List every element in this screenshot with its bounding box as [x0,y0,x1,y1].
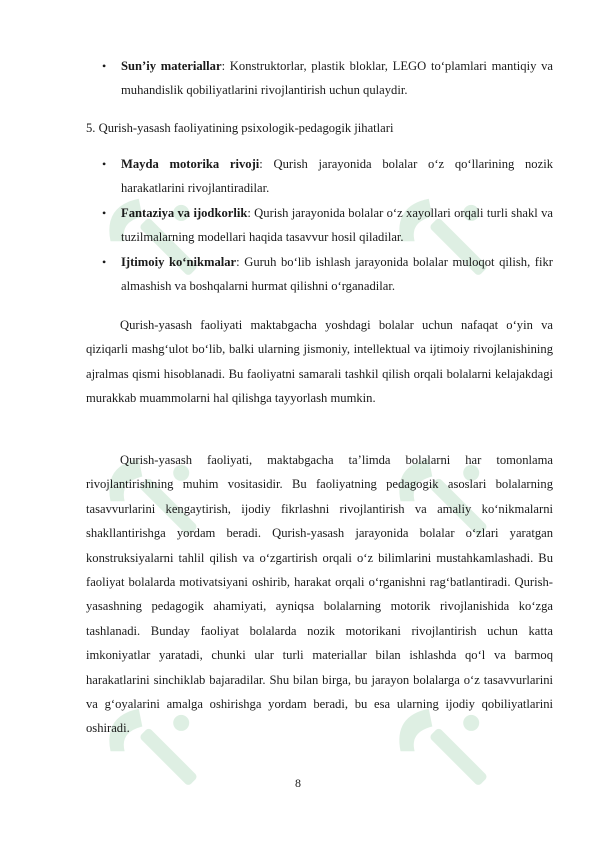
list-item-term: Ijtimoiy ko‘nikmalar [121,254,237,269]
aspects-list [0,152,596,298]
bullet-icon: • [102,59,107,73]
body-paragraph: Qurish-yasash faoliyati, maktabgacha ta’limda bolalarni har tomonlama rivojlantirishning muhim vositasidir. Bu faoliyatning pedagogik asoslari bolalarning tasavvurlarini kengaytirish, ijodiy fikrlashni rivojlantirish va amaliy ko‘nikmalarni shakllantirishga yordam beradi. Qurish-yasash jarayonida bolalar o‘zlari yaratgan konstruksiyalarni tahlil qilish va o‘zgartirish orqali o‘z bilimlarini mustahkamlashadi. Bu faoliyat bolalarda motivatsiyani oshirib, harakat orqali o‘rganishni rag‘batlantiradi. Qurish-yasashning pedagogik ahamiyati, ayniqsa bolalarning motorik rivojlanishida ko‘zga tashlanadi. Bunday faoliyat bolalarda nozik motorikani rivojlantirish uchun katta imkoniyatlar yaratadi, chunki ular turli materiallar bilan ishlashda qo‘l va barmoq harakatlarini sinchiklab bajaradilar. Shu bilan birga, bu jarayon bolalarga o‘z tasavvurlarini va g‘oyalarini amalga oshirishga yordam beradi, bu esa ularning ijodiy qobiliyatlarini oshiradi. [86,453,553,736]
section-heading: 5. Qurish-yasash faoliyatining psixologik-pedagogik jihatlari [86,121,394,135]
list-item-text: : Qurish jarayonida bolalar o‘z qo‘llarining nozik harakatlarini rivojlantiradilar. [121,157,553,196]
page-number: 8 [295,776,301,790]
materials-list [0,54,596,103]
list-item-text: : Qurish jarayonida bolalar o‘z xayollari orqali turli shakl va tuzilmalarning modellari haqida tasavvur hosil qiladilar. [121,205,553,245]
body-paragraph: Qurish-yasash faoliyati maktabgacha yoshdagi bolalar uchun nafaqat o‘yin va qiziqarli mashg‘ulot bo‘lib, balki ularning jismoniy, intellektual va ijtimoiy rivojlanishining ajralmas qismi hisoblanadi. Bu faoliyatni samarali tashkil qilish orqali bolalarni kelajakdagi murakkab muammolarni hal qilishga tayyorlash mumkin. [86,318,553,406]
bullet-icon: • [102,205,107,220]
list-item-term: Mayda motorika rivoji [121,157,260,171]
list-item [0,152,596,201]
list-item [0,54,596,103]
bullet-icon: • [102,157,107,171]
list-item-term: Sun’iy materiallar [121,59,222,73]
list-item [0,201,596,250]
bullet-icon: • [102,254,107,269]
list-item-text: : Konstruktorlar, plastik bloklar, LEGO to‘plamlari mantiqiy va muhandislik qobiliyatlarini rivojlantirish uchun qulaydir. [121,59,553,98]
list-item-term: Fantaziya va ijodkorlik [121,205,248,220]
list-item-text: : Guruh bo‘lib ishlash jarayonida bolalar muloqot qilish, fikr almashish va boshqalarni hurmat qilishni o‘rganadilar. [121,254,553,294]
list-item [0,250,596,299]
